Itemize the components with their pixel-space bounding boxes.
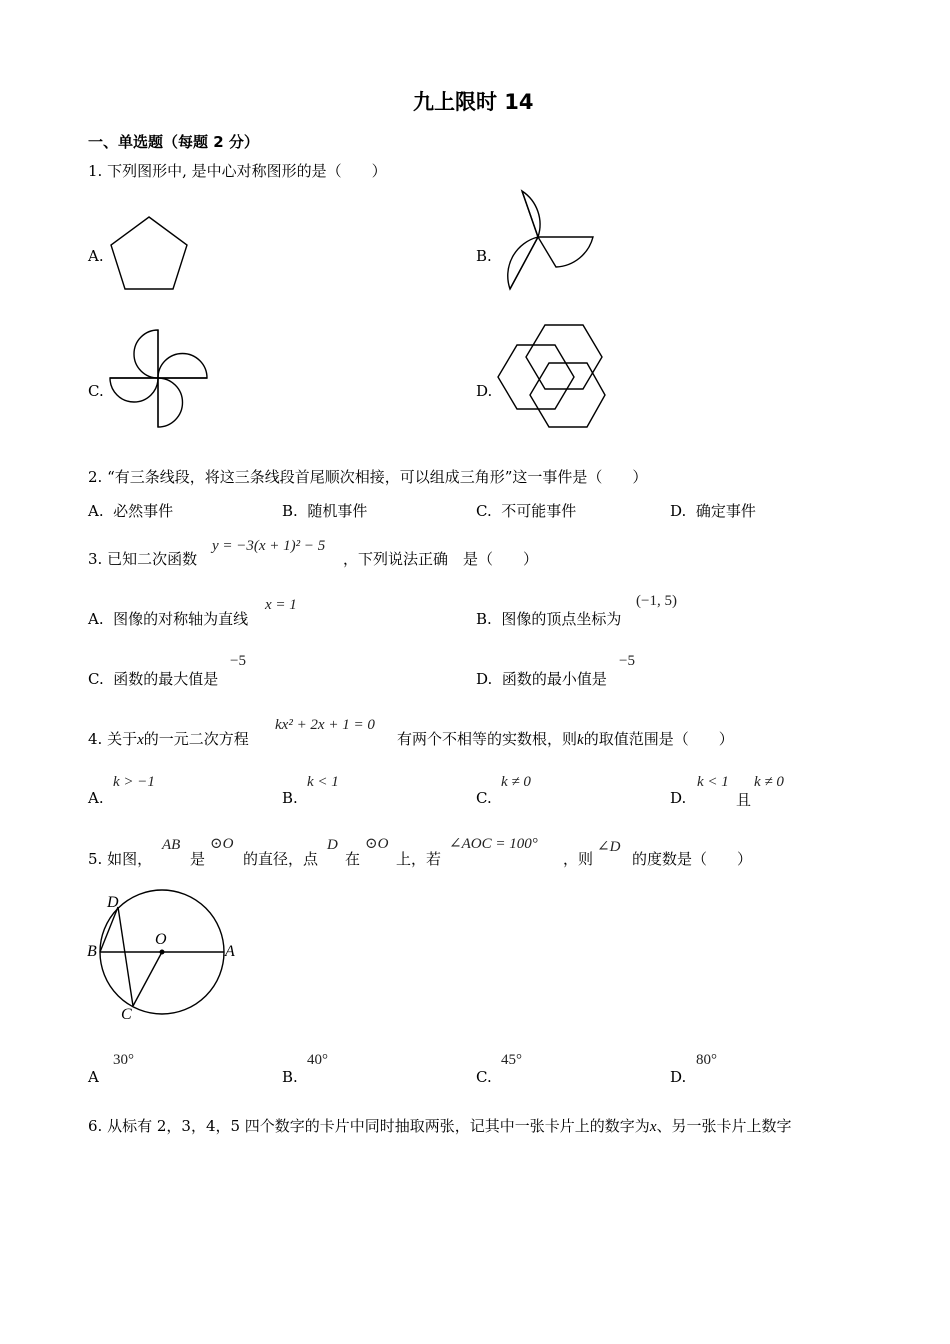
option-letter: D.	[670, 502, 687, 520]
q2-option-d[interactable]	[670, 500, 756, 521]
option-text: 不可能事件	[501, 502, 577, 520]
question-text: 的取值范围是（ ）	[583, 730, 734, 748]
option-text: 随机事件	[307, 502, 368, 520]
q5-math-circle-o: ⊙O	[365, 836, 389, 852]
q3-formula: y = −3(x + 1)² − 5	[212, 538, 326, 554]
q3-option-a[interactable]	[88, 608, 248, 629]
variable: x	[649, 1119, 657, 1135]
q5-option-c-label[interactable]: C.	[476, 1068, 492, 1086]
q5-text: ，则	[563, 850, 594, 868]
option-letter: A.	[88, 610, 104, 628]
q4-option-a-math: k > −1	[113, 774, 155, 790]
q3-text-tail: ，下列说法正确 是（ ）	[343, 550, 539, 568]
q2-option-a[interactable]	[88, 500, 173, 521]
question-text: 有两个不相等的实数根，则	[397, 730, 578, 748]
q1-option-b-label: B.	[476, 247, 492, 265]
q4-text-tail	[397, 728, 734, 749]
variable: k	[577, 732, 584, 748]
q5-option-a-math: 30°	[113, 1052, 134, 1068]
fig-label-a: A	[225, 943, 235, 960]
q4-option-c-math: k ≠ 0	[501, 774, 531, 790]
option-letter: C.	[88, 670, 104, 688]
option-letter: B.	[282, 502, 298, 520]
q3-option-d-math: −5	[619, 653, 635, 669]
question-2	[88, 466, 647, 487]
q1-option-d-label: D.	[476, 382, 493, 400]
q5-text: 在	[345, 850, 361, 868]
q2-option-b[interactable]	[282, 500, 367, 521]
question-number: 3.	[88, 550, 103, 568]
q5-text: 的直径，点	[243, 850, 319, 868]
three-blade-figure	[496, 191, 596, 291]
option-letter: A.	[88, 502, 104, 520]
q4-option-c-label[interactable]: C.	[476, 789, 492, 807]
q4-option-b-math: k < 1	[307, 774, 339, 790]
q5-option-c-math: 45°	[501, 1052, 522, 1068]
q5-math-angle: ∠AOC = 100°	[449, 836, 538, 852]
q5-option-b-label[interactable]: B.	[282, 1068, 298, 1086]
option-text: 图像的顶点坐标为	[501, 610, 622, 628]
pinwheel-figure	[108, 328, 210, 430]
fig-label-c: C	[121, 1006, 132, 1023]
variable: x	[137, 732, 144, 748]
fig-label-d: D	[107, 894, 119, 911]
fig-label-b: B	[87, 943, 97, 960]
q4-option-d-math: k < 1	[697, 774, 729, 790]
question-number: 4.	[88, 730, 103, 748]
question-text: 关于	[107, 730, 138, 748]
hexagons-figure	[497, 323, 607, 431]
q1-option-c-label: C.	[88, 382, 104, 400]
question-number: 6.	[88, 1117, 103, 1135]
option-text: 必然事件	[113, 502, 174, 520]
question-1	[88, 160, 387, 181]
q4-option-b-label[interactable]: B.	[282, 789, 298, 807]
question-text: 、另一张卡片上数字	[656, 1117, 792, 1135]
option-letter: B.	[476, 610, 492, 628]
q3-option-b-math: (−1, 5)	[636, 593, 677, 609]
q5-text: 的度数是（ ）	[632, 850, 753, 868]
center-point	[160, 950, 165, 955]
question-number: 1.	[88, 162, 103, 180]
q1-option-a-label: A.	[88, 247, 104, 265]
pentagon-figure	[108, 215, 190, 293]
q3-option-c-math: −5	[230, 653, 246, 669]
question-6	[88, 1115, 792, 1136]
q5-option-b-math: 40°	[307, 1052, 328, 1068]
q5-option-a-label[interactable]: A	[88, 1068, 99, 1086]
option-letter: C.	[476, 502, 492, 520]
q3-option-b[interactable]	[476, 608, 621, 629]
question-4	[88, 728, 249, 749]
q4-option-d-math2: k ≠ 0	[754, 774, 784, 790]
section-heading: 一、单选题（每题 2 分）	[88, 133, 259, 151]
question-number: 5.	[88, 850, 103, 868]
question-number: 2.	[88, 468, 103, 486]
question-text: 下列图形中, 是中心对称图形的是（ ）	[107, 162, 387, 180]
q5-text: 上，若	[396, 850, 442, 868]
q3-option-a-math: x = 1	[265, 597, 297, 613]
question-text: 的一元二次方程	[143, 730, 249, 748]
q5-math-circle-o: ⊙O	[210, 836, 234, 852]
q5-text: 是	[190, 850, 206, 868]
option-text: 图像的对称轴为直线	[113, 610, 249, 628]
q3-option-d[interactable]	[476, 668, 607, 689]
question-text: “有三条线段，将这三条线段首尾顺次相接，可以组成三角形”这一事件是（ ）	[107, 468, 648, 486]
q4-option-d-label[interactable]: D.	[670, 789, 687, 807]
fig-label-o: O	[155, 931, 167, 948]
question-5	[88, 848, 152, 869]
q4-option-d-and: 且	[736, 791, 752, 809]
option-text: 函数的最大值是	[113, 670, 219, 688]
question-text: 如图，	[107, 850, 153, 868]
q3-option-c[interactable]	[88, 668, 218, 689]
question-3	[88, 548, 197, 569]
q5-math-angle-d: ∠D	[597, 839, 621, 855]
option-text: 确定事件	[695, 502, 756, 520]
question-text: 从标有 2，3，4，5 四个数字的卡片中同时抽取两张，记其中一张卡片上的数字为	[107, 1117, 650, 1135]
q2-option-c[interactable]	[476, 500, 576, 521]
q5-option-d-label[interactable]: D.	[670, 1068, 687, 1086]
q5-math-ab: AB	[162, 837, 181, 853]
q5-option-d-math: 80°	[696, 1052, 717, 1068]
option-text: 函数的最小值是	[501, 670, 607, 688]
option-letter: D.	[476, 670, 493, 688]
q5-math-d: D	[327, 837, 338, 853]
q4-formula: kx² + 2x + 1 = 0	[275, 717, 375, 733]
question-text: 已知二次函数	[107, 550, 198, 568]
q4-option-a-label[interactable]: A.	[88, 789, 104, 807]
page-title: 九上限时 14	[413, 90, 534, 114]
